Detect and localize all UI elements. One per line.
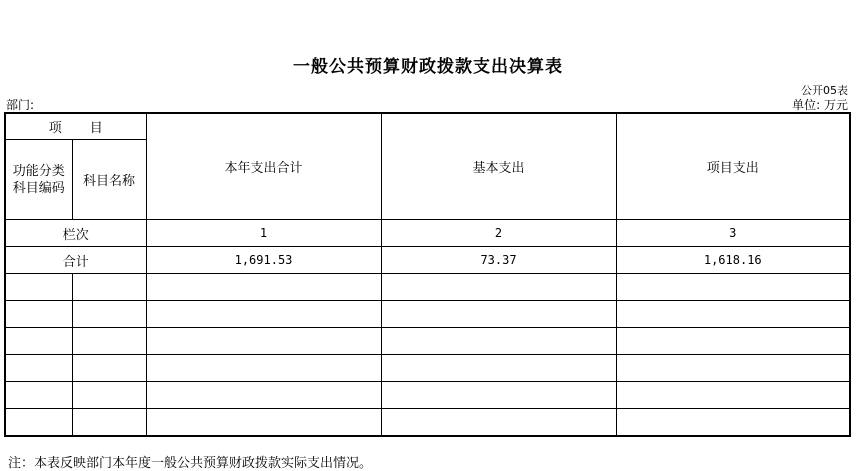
header-subject-name: 科目名称 xyxy=(72,140,146,220)
row-index-c1: 1 xyxy=(146,220,381,247)
table-row xyxy=(5,301,850,328)
total-c2: 73.37 xyxy=(381,247,616,274)
form-code: 公开05表 xyxy=(801,84,848,97)
cell-code xyxy=(5,328,72,355)
row-total xyxy=(5,247,850,274)
department-label: 部门: xyxy=(6,98,35,112)
table-row xyxy=(5,328,850,355)
cell-c1 xyxy=(146,355,381,382)
cell-c2 xyxy=(381,328,616,355)
cell-name xyxy=(72,355,146,382)
cell-c3 xyxy=(616,301,850,328)
cell-c2 xyxy=(381,274,616,301)
header-col3: 项目支出 xyxy=(616,113,850,220)
header-row-item xyxy=(5,113,850,140)
table-row xyxy=(5,382,850,409)
cell-name xyxy=(72,301,146,328)
table-row xyxy=(5,409,850,437)
expenditure-table xyxy=(4,112,851,437)
cell-code xyxy=(5,274,72,301)
cell-c1 xyxy=(146,328,381,355)
header-col1: 本年支出合计 xyxy=(146,113,381,220)
cell-name xyxy=(72,274,146,301)
header-func-code: 功能分类科目编码 xyxy=(5,140,72,220)
cell-code xyxy=(5,355,72,382)
cell-c1 xyxy=(146,301,381,328)
table-row xyxy=(5,355,850,382)
page-title: 一般公共预算财政拨款支出决算表 xyxy=(293,57,563,77)
row-index-label: 栏次 xyxy=(5,220,146,247)
cell-c1 xyxy=(146,409,381,437)
table-row xyxy=(5,274,850,301)
cell-c3 xyxy=(616,328,850,355)
header-item: 项目 xyxy=(5,113,146,140)
cell-name xyxy=(72,328,146,355)
cell-c2 xyxy=(381,301,616,328)
total-label: 合计 xyxy=(5,247,146,274)
row-index xyxy=(5,220,850,247)
cell-c3 xyxy=(616,382,850,409)
unit-label: 单位: 万元 xyxy=(792,98,848,112)
cell-c3 xyxy=(616,274,850,301)
row-index-c2: 2 xyxy=(381,220,616,247)
row-index-c3: 3 xyxy=(616,220,850,247)
cell-c1 xyxy=(146,382,381,409)
cell-c3 xyxy=(616,409,850,437)
cell-c1 xyxy=(146,274,381,301)
cell-code xyxy=(5,301,72,328)
total-c3: 1,618.16 xyxy=(616,247,850,274)
cell-c2 xyxy=(381,382,616,409)
total-c1: 1,691.53 xyxy=(146,247,381,274)
cell-c2 xyxy=(381,409,616,437)
cell-name xyxy=(72,382,146,409)
cell-code xyxy=(5,382,72,409)
cell-name xyxy=(72,409,146,437)
header-col2: 基本支出 xyxy=(381,113,616,220)
cell-code xyxy=(5,409,72,437)
cell-c2 xyxy=(381,355,616,382)
cell-c3 xyxy=(616,355,850,382)
table-note: 注：本表反映部门本年度一般公共预算财政拨款实际支出情况。 xyxy=(8,456,373,471)
